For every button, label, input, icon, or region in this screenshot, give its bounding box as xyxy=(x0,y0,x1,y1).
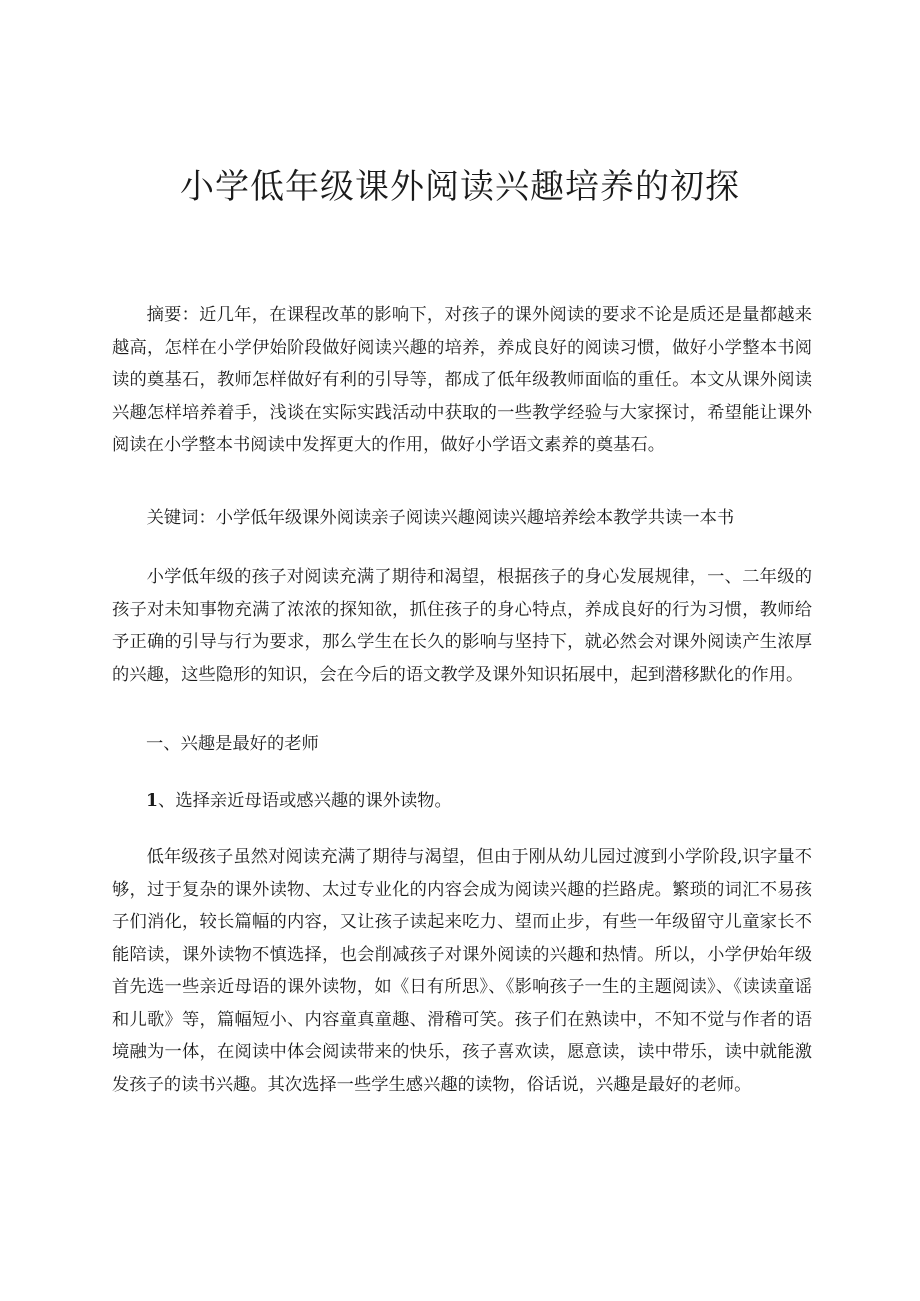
section-heading-1: 一、兴趣是最好的老师 xyxy=(146,734,319,754)
keywords-paragraph: 关键词：小学低年级课外阅读亲子阅读兴趣阅读兴趣培养绘本教学共读一本书 xyxy=(146,508,735,528)
subsection-number: 1 xyxy=(146,791,159,811)
body-paragraph: 低年级孩子虽然对阅读充满了期待与渴望，但由于刚从幼儿园过渡到小学阶段,识字量不够，过于复杂的课外读物、太过专业化的内容会成为阅读兴趣的拦路虎。繁琐的词汇不易孩子们消化，较长篇幅的内容，又让孩子读起来吃力、望而止步，有些一年级留守儿童家长不能陪读，课外读物不慎选择，也会削减孩子对课外阅读的兴趣和热情。所以，小学伊始年级首先选一些亲近母语的课外读物，如《日有所思》、《影响孩子一生的主题阅读》、《读读童谣和儿歌》等，篇幅短小、内容童真童趣、滑稽可笑。孩子们在熟读中，不知不觉与作者的语境融为一体，在阅读中体会阅读带来的快乐，孩子喜欢读，愿意读，读中带乐，读中就能激发孩子的读书兴趣。其次选择一些学生感兴趣的读物，俗话说，兴趣是最好的老师。 xyxy=(112,847,812,1095)
document-title: 小学低年级课外阅读兴趣培养的初探 xyxy=(180,167,740,207)
subsection-heading-text: 、选择亲近母语或感兴趣的课外读物。 xyxy=(158,791,452,811)
abstract-paragraph: 摘要：近几年，在课程改革的影响下，对孩子的课外阅读的要求不论是质还是量都越来越高，怎样在小学伊始阶段做好阅读兴趣的培养，养成良好的阅读习惯，做好小学整本书阅读的奠基石，教师怎样做好有利的引导等，都成了低年级教师面临的重任。本文从课外阅读兴趣怎样培养着手，浅谈在实际实践活动中获取的一些教学经验与大家探讨，希望能让课外阅读在小学整本书阅读中发挥更大的作用，做好小学语文素养的奠基石。 xyxy=(112,305,812,455)
intro-paragraph: 小学低年级的孩子对阅读充满了期待和渴望，根据孩子的身心发展规律，一、二年级的孩子对未知事物充满了浓浓的探知欲，抓住孩子的身心特点，养成良好的行为习惯，教师给予正确的引导与行为要求，那么学生在长久的影响与坚持下，就必然会对课外阅读产生浓厚的兴趣，这些隐形的知识，会在今后的语文教学及课外知识拓展中，起到潜移默化的作用。 xyxy=(112,567,812,685)
subsection-heading-1 xyxy=(146,785,812,817)
